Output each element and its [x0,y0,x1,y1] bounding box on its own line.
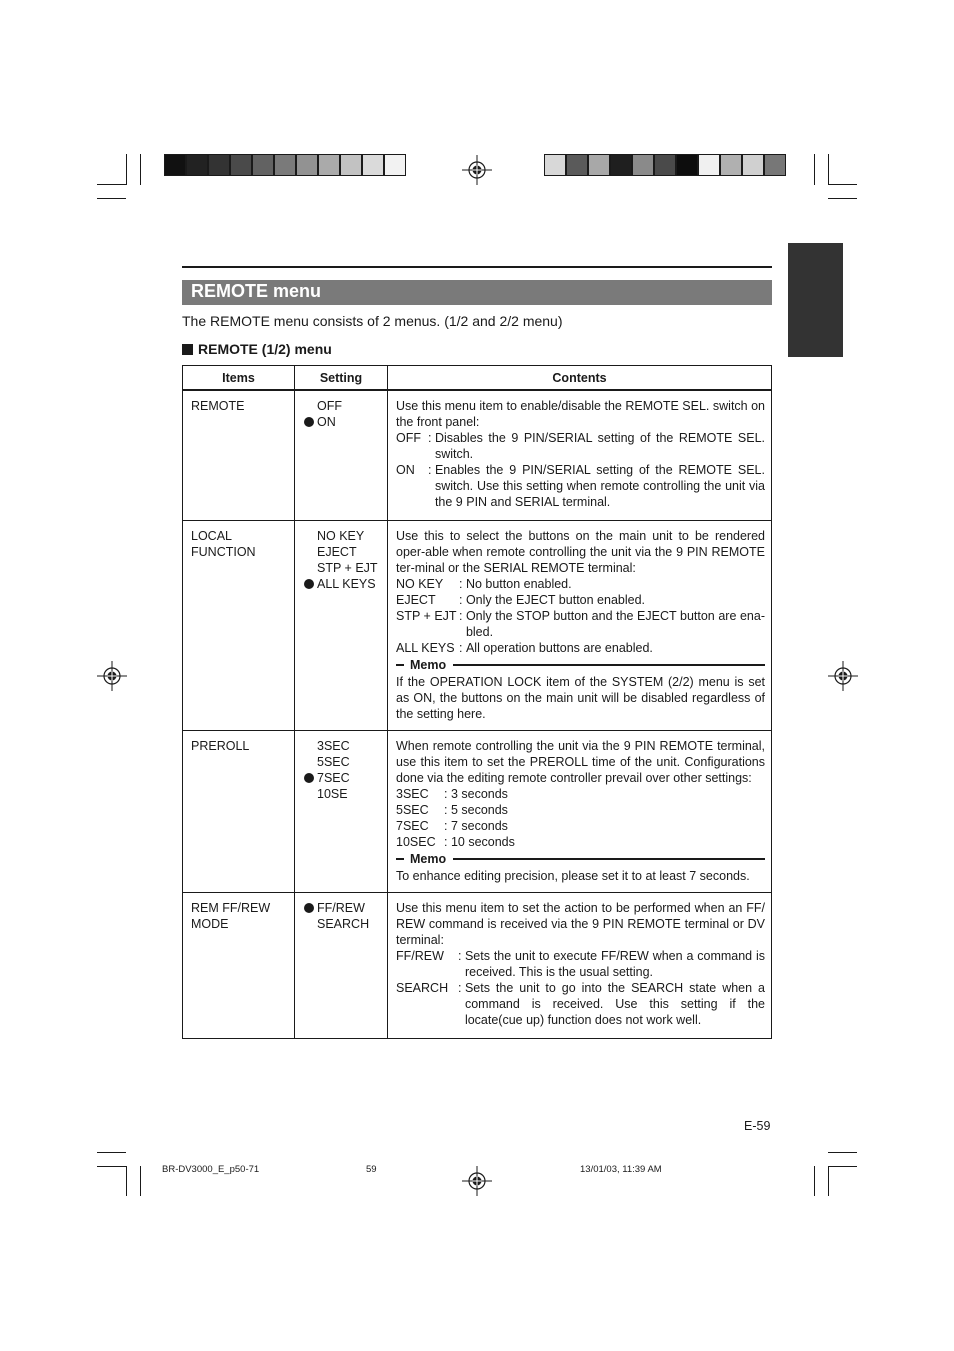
chapter-tab [788,243,843,357]
setting-option: 10SE [317,786,348,801]
definition: EJECT : Only the EJECT button enabled. [396,592,645,607]
header-contents: Contents [388,366,772,391]
table-row [183,730,772,892]
header-items: Items [183,366,295,391]
square-bullet-icon [182,344,193,355]
sub-heading [182,341,332,357]
definition: OFF : Disables the 9 PIN/SERIAL setting of the REMOTE SEL. switch. [396,431,765,461]
setting-option: SEARCH [317,916,370,931]
definition: ALL KEYS : All operation buttons are enabled. [396,640,653,655]
definition: 10SEC : 10 seconds [396,834,515,849]
setting-cell [295,390,388,520]
header-setting: Setting [295,366,388,391]
memo-dash-icon [396,664,404,666]
item-name: REMOTE [191,399,245,413]
memo-rule [453,664,765,666]
table-row [183,892,772,1038]
setting-option-default: FF/REW [304,900,381,916]
setting-cell [295,730,388,892]
registration-mark-icon [462,1166,492,1196]
memo-text: To enhance editing precision, please set it to at least 7 seconds. [396,868,750,883]
page-number: E-59 [744,1119,771,1133]
definition: ON : Enables the 9 PIN/SERIAL setting of the REMOTE SEL. switch. Use this setting when remote controlling the unit via the 9 PIN and SERIAL terminal. [396,463,765,509]
setting-option-default: 7SEC [304,770,381,786]
memo-heading: Memo [396,657,765,673]
section-heading-bar [182,280,772,305]
setting-option: OFF [317,399,342,413]
footer-timestamp: 13/01/03, 11:39 AM [580,1164,662,1175]
definition: 7SEC : 7 seconds [396,818,508,833]
default-marker-icon [304,773,314,783]
contents-cell [388,892,772,1038]
setting-option: 3SEC [317,738,350,753]
definition: STP + EJT : Only the STOP button and the EJECT button are ena-bled. [396,608,765,639]
table-row [183,520,772,730]
item-name: PREROLL [191,738,250,753]
table-row [183,390,772,520]
description: Use this menu item to enable/disable the REMOTE SEL. switch on the front panel: [396,399,765,429]
contents-cell [388,520,772,730]
item-cell [183,730,295,892]
memo-rule [453,858,765,860]
description: Use this menu item to set the action to be performed when an FF/ REW command is received via the 9 PIN REMOTE terminal or DV terminal: [396,900,765,947]
default-marker-icon [304,417,314,427]
setting-option-default: ALL KEYS [304,576,381,592]
intro-text: The REMOTE menu consists of 2 menus. (1/2 and 2/2 menu) [182,313,563,329]
definition: SEARCH : Sets the unit to go into the SEARCH state when a command is received. Use this setting if the locate(cue up) function does not work well. [396,980,765,1027]
item-name-line2: FUNCTION [191,544,256,559]
default-marker-icon [304,579,314,589]
remote-menu-table [182,365,772,1039]
section-title: REMOTE menu [191,281,322,301]
description: Use this to select the buttons on the main unit to be rendered oper-able when remote controlling the unit via the 9 PIN REMOTE ter-minal or the SERIAL REMOTE terminal: [396,528,765,575]
footer-sheet: 59 [366,1164,377,1175]
definition: FF/REW : Sets the unit to execute FF/REW when a command is received. This is the usual setting. [396,948,765,979]
item-name-line2: MODE [191,916,229,931]
setting-option-default: ON [304,414,381,430]
registration-mark-icon [828,661,858,691]
item-name: LOCAL [191,528,232,543]
contents-cell [388,730,772,892]
setting-option: STP + EJT [317,560,378,575]
item-cell [183,892,295,1038]
table-header-row [183,366,772,391]
memo-text: If the OPERATION LOCK item of the SYSTEM (2/2) menu is set as ON, the buttons on the main unit will be disabled regardless of the setting here. [396,674,765,721]
top-rule [182,266,772,268]
definition: 3SEC : 3 seconds [396,786,508,801]
memo-heading: Memo [396,851,765,867]
sub-heading-text: REMOTE (1/2) menu [198,341,332,357]
registration-mark-icon [462,155,492,185]
item-cell [183,520,295,730]
item-cell [183,390,295,520]
registration-mark-icon [97,661,127,691]
setting-cell [295,892,388,1038]
footer-file: BR-DV3000_E_p50-71 [162,1164,260,1175]
memo-dash-icon [396,858,404,860]
definition: 5SEC : 5 seconds [396,802,508,817]
default-marker-icon [304,903,314,913]
description: When remote controlling the unit via the 9 PIN REMOTE terminal, use this item to set the PREROLL time of the unit. Configurations done via the editing remote controller prevail over other settings: [396,738,765,785]
setting-option: NO KEY [317,528,365,543]
color-bar-left [164,154,406,176]
item-name: REM FF/REW [191,900,271,915]
definition: NO KEY : No button enabled. [396,576,572,591]
contents-cell [388,390,772,520]
setting-option: EJECT [317,544,357,559]
setting-option: 5SEC [317,754,350,769]
setting-cell [295,520,388,730]
color-bar-right [544,154,786,176]
